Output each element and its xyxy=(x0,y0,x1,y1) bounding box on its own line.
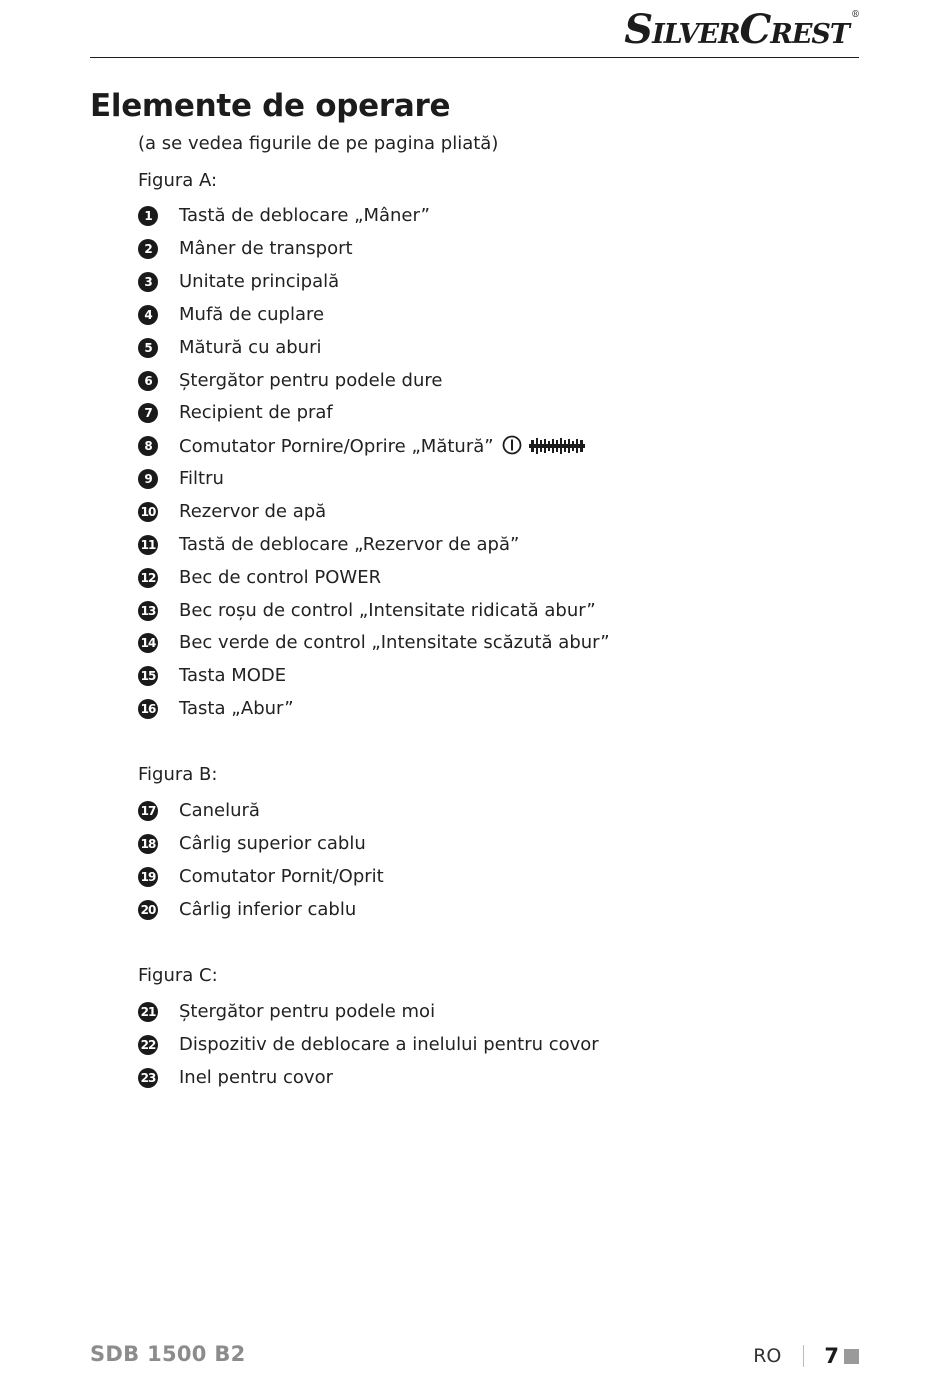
item-number: 18 xyxy=(138,834,158,854)
item-label: Ștergător pentru podele moi xyxy=(179,1001,436,1022)
item-number: 23 xyxy=(138,1068,158,1088)
item-number: 20 xyxy=(138,900,158,920)
broom-icon xyxy=(529,437,585,455)
item-label: Cârlig inferior cablu xyxy=(179,899,357,920)
item-label: Tastă de deblocare „Rezervor de apă” xyxy=(179,534,520,555)
item-label: Filtru xyxy=(179,468,224,489)
item-number: 10 xyxy=(138,502,158,522)
footer-language: RO xyxy=(753,1345,782,1367)
item-number: 1 xyxy=(138,206,158,226)
item-label: Dispozitiv de deblocare a inelului pentru covor xyxy=(179,1034,599,1055)
item-label: Canelură xyxy=(179,800,260,821)
item-label: Mufă de cuplare xyxy=(179,304,325,325)
item-label: Recipient de praf xyxy=(179,402,333,423)
item-number: 12 xyxy=(138,568,158,588)
item-number: 8 xyxy=(138,436,158,456)
silvercrest-logo: SILVERCREST® xyxy=(624,6,859,53)
item-label: Bec verde de control „Intensitate scăzută abur” xyxy=(179,632,610,653)
item-label: Comutator Pornit/Oprit xyxy=(179,866,384,887)
page-header xyxy=(90,0,859,60)
figure-a-label: Figura A: xyxy=(138,170,218,191)
power-icon xyxy=(502,435,524,455)
item-number: 9 xyxy=(138,469,158,489)
item-label: Bec de control POWER xyxy=(179,567,382,588)
item-label: Rezervor de apă xyxy=(179,501,327,522)
item-number: 3 xyxy=(138,272,158,292)
item-label: Mătură cu aburi xyxy=(179,337,322,358)
item-label: Inel pentru covor xyxy=(179,1067,333,1088)
figure-c-label: Figura C: xyxy=(138,965,218,986)
item-number: 21 xyxy=(138,1002,158,1022)
subtitle: (a se vedea figurile de pe pagina pliată) xyxy=(138,133,499,154)
item-number: 16 xyxy=(138,699,158,719)
item-label: Unitate principală xyxy=(179,271,340,292)
item-number: 17 xyxy=(138,801,158,821)
item-number: 11 xyxy=(138,535,158,555)
footer-separator xyxy=(803,1345,804,1367)
item-label: Bec roșu de control „Intensitate ridicată abur” xyxy=(179,600,596,621)
page-title: Elemente de operare xyxy=(90,88,451,124)
page-marker-square xyxy=(844,1349,859,1364)
figure-b-label: Figura B: xyxy=(138,764,218,785)
page-number: 7 xyxy=(824,1344,839,1368)
item-label: Mâner de transport xyxy=(179,238,353,259)
item-number: 15 xyxy=(138,666,158,686)
item-number: 13 xyxy=(138,601,158,621)
header-divider xyxy=(90,57,859,58)
item-label: Tasta MODE xyxy=(179,665,287,686)
item-label: Tastă de deblocare „Mâner” xyxy=(179,205,430,226)
item-number: 7 xyxy=(138,403,158,423)
item-number: 6 xyxy=(138,371,158,391)
item-number: 14 xyxy=(138,633,158,653)
item-number: 4 xyxy=(138,305,158,325)
footer-model: SDB 1500 B2 xyxy=(90,1342,246,1366)
item-label: Tasta „Abur” xyxy=(179,698,294,719)
item-number: 2 xyxy=(138,239,158,259)
item-label: Cârlig superior cablu xyxy=(179,833,366,854)
item-number: 5 xyxy=(138,338,158,358)
item-number: 19 xyxy=(138,867,158,887)
item-label: Comutator Pornire/Oprire „Mătură” xyxy=(179,435,585,458)
item-label: Ștergător pentru podele dure xyxy=(179,370,443,391)
footer-page-info xyxy=(753,1342,859,1370)
item-number: 22 xyxy=(138,1035,158,1055)
